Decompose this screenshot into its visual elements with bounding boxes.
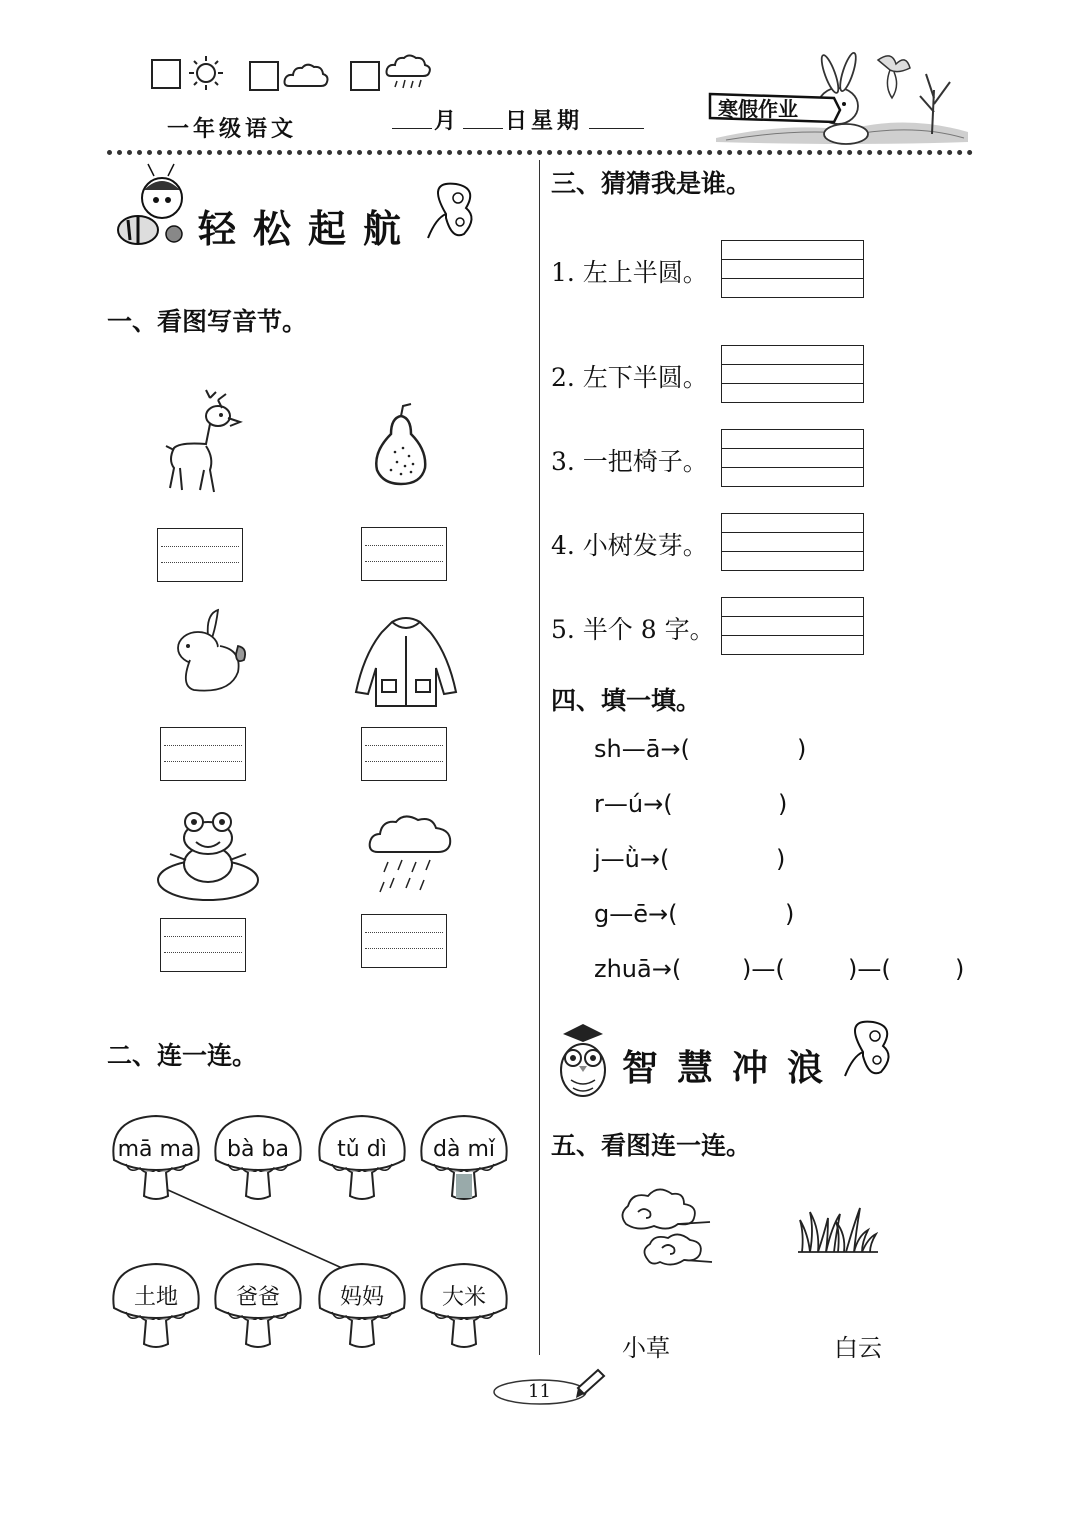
mushroom-word-dami[interactable] — [421, 1264, 506, 1347]
weather-sunny-checkbox[interactable] — [151, 59, 181, 89]
q4-item-zhua: zhuā→( — [594, 955, 682, 983]
q1-title: 一、看图写音节。 — [107, 307, 308, 336]
section-title-zhihui — [614, 1040, 844, 1090]
q4-blank-5c[interactable] — [902, 956, 952, 986]
q4-dash-paren-1: )—( — [742, 955, 785, 983]
page-number: 11 — [528, 1381, 551, 1402]
weekday-label: 日星期 — [505, 109, 584, 134]
rabbit-picture — [150, 606, 250, 696]
month-label: 月 — [434, 109, 457, 134]
q5-title: 五、看图连一连。 — [551, 1131, 752, 1160]
pinyin-tudi: tǔ dì — [337, 1137, 387, 1162]
word-tudi: 土地 — [133, 1285, 179, 1310]
q3-title: 三、猜猜我是谁。 — [551, 169, 752, 198]
pinyin-baba: bà ba — [227, 1137, 289, 1162]
q2-title: 二、连一连。 — [107, 1041, 258, 1070]
q3-answer-box-2[interactable] — [721, 345, 864, 403]
mushroom-word-tudi[interactable] — [113, 1264, 198, 1347]
mushroom-word-baba[interactable] — [215, 1264, 300, 1347]
section-title-qingsong-text: 轻松起航 — [198, 207, 419, 251]
rabbit-pinyin-box[interactable] — [160, 727, 246, 781]
month-blank[interactable] — [392, 128, 432, 129]
q4-close-1: ) — [797, 735, 807, 763]
word-baba: 爸爸 — [235, 1285, 281, 1310]
q4-close-3: ) — [776, 845, 786, 873]
mushroom-word-mama[interactable] — [319, 1264, 404, 1347]
word-dami: 大米 — [441, 1285, 487, 1310]
grass-picture — [798, 1204, 878, 1256]
q4-blank-5a[interactable] — [686, 956, 738, 986]
sun-icon — [186, 54, 226, 92]
mushroom-pinyin-dami[interactable] — [421, 1116, 506, 1199]
q4-item-sh-a: sh—ā→( — [594, 735, 690, 763]
coat-pinyin-box[interactable] — [361, 727, 447, 781]
deer-picture — [160, 388, 246, 496]
sample-match-line — [168, 1190, 342, 1268]
banner-title: 寒假作业 — [718, 97, 798, 121]
q4-blank-2[interactable] — [686, 791, 776, 821]
mushroom-pinyin-mama[interactable] — [113, 1116, 198, 1199]
q5-label-grass[interactable]: 小草 — [622, 1334, 670, 1362]
weather-rainy-checkbox[interactable] — [350, 61, 380, 91]
q4-close-5: ) — [955, 955, 965, 983]
q4-close-4: ) — [785, 900, 795, 928]
q3-answer-box-4[interactable] — [721, 513, 864, 571]
q4-dash-paren-2: )—( — [848, 955, 891, 983]
pear-picture — [367, 402, 433, 486]
pinyin-mama: mā ma — [117, 1137, 195, 1162]
section-title-qingsong — [190, 198, 420, 251]
banner-illustration — [706, 42, 976, 150]
deer-pinyin-box[interactable] — [157, 528, 243, 582]
frog-picture — [156, 810, 260, 902]
weather-cloudy-checkbox[interactable] — [249, 61, 279, 91]
owl-illustration — [553, 1020, 613, 1100]
q4-blank-3[interactable] — [686, 846, 776, 876]
q4-close-2: ) — [778, 790, 788, 818]
butterfly-icon — [416, 178, 480, 244]
coat-picture — [352, 614, 460, 710]
q3-item-2: 2. 左下半圆。 — [551, 363, 708, 392]
day-blank[interactable] — [463, 128, 503, 129]
q3-answer-box-3[interactable] — [721, 429, 864, 487]
rain-cloud-picture — [368, 812, 454, 896]
subject-label: 一年级语文 — [167, 117, 298, 142]
bee-girl-illustration — [108, 160, 192, 250]
pear-pinyin-box[interactable] — [361, 527, 447, 581]
q4-blank-1[interactable] — [705, 736, 795, 766]
q3-item-5: 5. 半个 8 字。 — [551, 615, 715, 644]
word-mama: 妈妈 — [339, 1285, 385, 1310]
cloud-icon — [283, 60, 329, 90]
weekday-blank[interactable] — [589, 128, 644, 129]
q4-title: 四、填一填。 — [551, 686, 702, 715]
rain-cloud-icon — [385, 54, 435, 94]
q3-item-4: 4. 小树发芽。 — [551, 531, 708, 560]
q5-label-cloud[interactable]: 白云 — [834, 1334, 882, 1362]
q3-item-1: 1. 左上半圆。 — [551, 258, 708, 287]
q4-blank-4[interactable] — [694, 901, 784, 931]
butterfly-icon-2 — [830, 1016, 900, 1082]
section-title-zhihui-text: 智慧冲浪 — [622, 1048, 843, 1089]
mushroom-pinyin-baba[interactable] — [215, 1116, 300, 1199]
q3-answer-box-1[interactable] — [721, 240, 864, 298]
column-divider — [539, 160, 540, 1355]
rain-pinyin-box[interactable] — [361, 914, 447, 968]
q3-item-3: 3. 一把椅子。 — [551, 447, 708, 476]
header-divider — [107, 150, 973, 155]
q4-blank-5b[interactable] — [796, 956, 846, 986]
mushroom-pinyin-tudi[interactable] — [319, 1116, 404, 1199]
pinyin-dami: dà mǐ — [433, 1137, 495, 1162]
q4-item-g-e: g—ē→( — [594, 900, 678, 928]
frog-pinyin-box[interactable] — [160, 918, 246, 972]
q4-item-j-u: j—ǜ→( — [594, 845, 670, 873]
q3-answer-box-5[interactable] — [721, 597, 864, 655]
q4-item-r-u: r—ú→( — [594, 790, 673, 818]
clouds-picture — [618, 1184, 714, 1278]
mushroom-match-area — [104, 1110, 524, 1360]
